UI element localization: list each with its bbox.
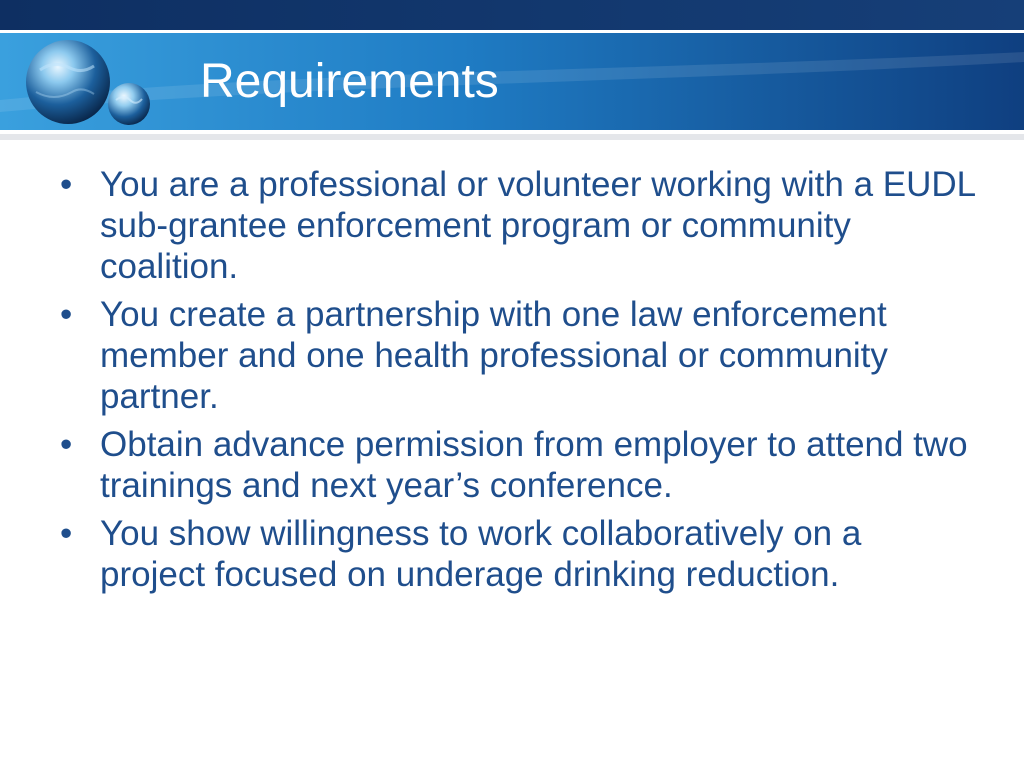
bullet-dot: • xyxy=(60,425,73,464)
bullet-text: You are a professional or volunteer working with a EUDL sub-grantee enforcement program or community coalition. xyxy=(100,165,975,286)
bullet-item xyxy=(56,424,976,506)
bullet-text: You show willingness to work collaboratively on a project focused on underage drinking reduction. xyxy=(100,514,862,594)
bullet-dot: • xyxy=(60,165,73,204)
bullet-text: Obtain advance permission from employer to attend two trainings and next year’s conference. xyxy=(100,425,968,505)
bullet-item xyxy=(56,164,976,287)
bullet-list xyxy=(56,164,976,595)
header-background xyxy=(0,0,1024,140)
bullet-dot: • xyxy=(60,295,73,334)
slide-title: Requirements xyxy=(200,55,499,108)
bullet-item xyxy=(56,294,976,417)
bullet-item xyxy=(56,513,976,595)
header-banner xyxy=(0,0,1024,140)
bullet-dot: • xyxy=(60,514,73,553)
bullet-text: You create a partnership with one law enforcement member and one health professional or community partner. xyxy=(100,295,888,416)
slide-content xyxy=(56,164,976,602)
